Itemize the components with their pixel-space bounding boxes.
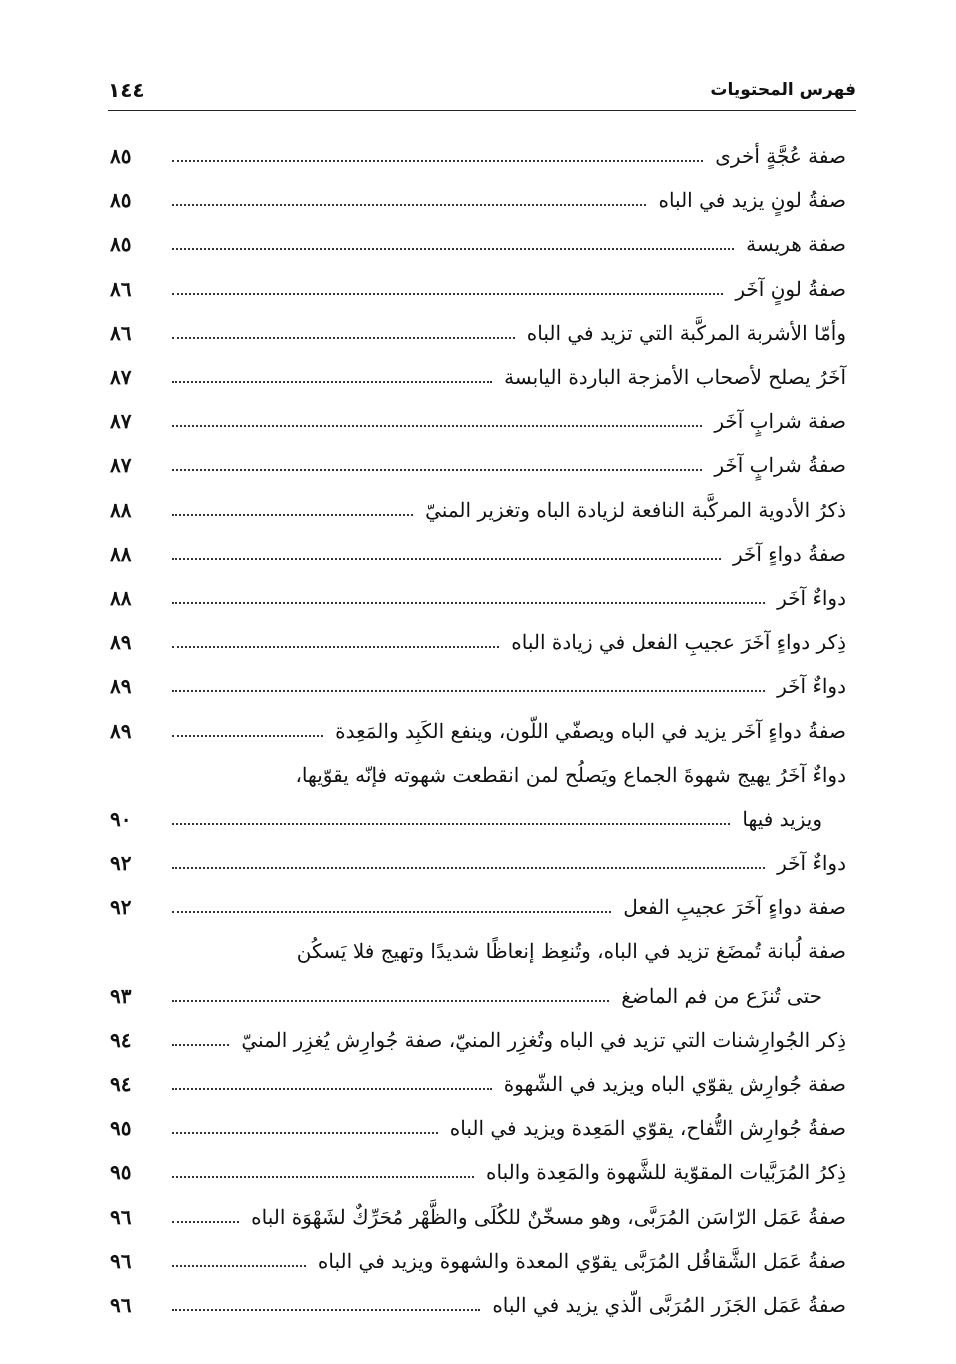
toc-entry: [110, 532, 846, 576]
toc-entry: [110, 399, 846, 443]
leader-dots: [172, 1088, 492, 1090]
toc-entry-title: صفة جُوارِش يقوّي الباه ويزيد في الشّهوة: [503, 1072, 846, 1097]
toc-entry: [110, 1106, 846, 1150]
toc-entry-page: ٨٧: [110, 409, 132, 434]
leader-dots: [172, 293, 723, 295]
toc-entry-page: ٨٨: [110, 497, 132, 522]
leader-dots: [172, 204, 646, 206]
leader-dots: [172, 911, 611, 913]
toc-entry-page: ٩٥: [110, 1116, 132, 1141]
toc-entry: [110, 1018, 846, 1062]
toc-entry: [110, 1195, 846, 1239]
leader-dots: [172, 602, 765, 604]
toc-entry-title: صفة لُبانة تُمضَغ تزيد في الباه، وتُنعِظ إنعاظًا شديدًا وتهيج فلا يَسكُن: [296, 939, 846, 964]
toc-entry: [110, 222, 846, 266]
table-of-contents: [110, 134, 846, 1327]
leader-dots: [172, 735, 323, 737]
leader-dots: [172, 1044, 229, 1046]
toc-entry: [110, 1062, 846, 1106]
leader-dots: [172, 558, 721, 560]
toc-entry: [110, 311, 846, 355]
toc-entry-page: ٨٩: [110, 674, 132, 699]
leader-dots: [172, 1176, 474, 1178]
leader-dots: [172, 1309, 480, 1311]
toc-entry-page: ٩٦: [110, 1204, 132, 1229]
toc-entry-title: صفةُ جُوارِش التُّفاح، يقوّي المَعِدة ويزيد في الباه: [449, 1116, 846, 1141]
toc-entry-title: صفةُ لونٍ آخَر: [735, 276, 846, 301]
toc-entry-title: صفةُ شرابٍ آخَر: [714, 453, 846, 478]
toc-entry: [110, 488, 846, 532]
leader-dots: [172, 337, 515, 339]
toc-entry-title: ذِكر الجُوارِشنات التي تزيد في الباه وتُغزِر المنيّ، صفة جُوارِش يُغزِر المنيّ: [241, 1027, 846, 1052]
toc-entry-page: ٨٨: [110, 585, 132, 610]
toc-entry-title: صفةُ عَمَل الشَّقاقُل المُرَبَّى يقوّي المعدة والشهوة ويزيد في الباه: [317, 1248, 846, 1273]
toc-entry: [110, 885, 846, 929]
toc-entry-page: ٨٩: [110, 718, 132, 743]
toc-entry-page: ٩٦: [110, 1248, 132, 1273]
toc-entry: [110, 267, 846, 311]
header-title: فهرس المحتويات: [710, 80, 856, 100]
toc-entry-page: ٨٧: [110, 365, 132, 390]
leader-dots: [172, 823, 730, 825]
toc-entry-page: ٩٦: [110, 1292, 132, 1317]
toc-entry: [110, 1239, 846, 1283]
toc-entry-continuation: حتى تُنزَع من فم الماضغ: [621, 983, 822, 1008]
toc-entry-title: دواءٌ آخَرُ يهيج شهوةَ الجماع ويَصلُح لمن انقطعت شهوته فإنّه يقوّيها،: [295, 762, 846, 787]
toc-entry: [110, 355, 846, 399]
toc-entry-page: ٨٦: [110, 320, 132, 345]
toc-entry-page: ٩٤: [110, 1072, 132, 1097]
leader-dots: [172, 1221, 239, 1223]
toc-entry: [110, 134, 846, 178]
toc-entry-title: صفة شرابٍ آخَر: [714, 409, 846, 434]
toc-entry-page: ٩٥: [110, 1160, 132, 1185]
toc-entry-title: وأمّا الأشربة المركَّبة التي تزيد في الباه: [526, 320, 846, 345]
leader-dots: [172, 160, 703, 162]
toc-entry-title: صفةُ دواءٍ آخَر: [732, 541, 846, 566]
leader-dots: [172, 248, 734, 250]
leader-dots: [172, 646, 499, 648]
toc-entry-title: دواءٌ آخَر: [777, 851, 846, 876]
toc-entry-title: صفة دواءٍ آخَرَ عجيبِ الفعل: [623, 895, 846, 920]
toc-entry: [110, 178, 846, 222]
toc-entry: [110, 576, 846, 620]
toc-entry-page: ٨٥: [110, 144, 132, 169]
toc-entry-page: ٨٥: [110, 232, 132, 257]
toc-entry-page: ٩٠: [110, 806, 132, 831]
toc-entry: [110, 1283, 846, 1327]
header-page-number: ١٤٤: [108, 78, 145, 102]
toc-entry-title: ذِكرُ المُرَبَّيات المقوّية للشَّهوة والمَعِدة والباه: [486, 1160, 846, 1185]
toc-entry-page: ٨٧: [110, 453, 132, 478]
toc-entry: [110, 708, 846, 752]
toc-entry-title: صفة هريسة: [746, 232, 846, 257]
toc-entry-page: ٩٢: [110, 851, 132, 876]
leader-dots: [172, 1000, 609, 1002]
toc-entry-title: ذِكر دواءٍ آخَرَ عجيبِ الفعل في زيادة الباه: [511, 630, 846, 655]
leader-dots: [172, 867, 765, 869]
toc-entry-page: ٨٨: [110, 541, 132, 566]
toc-entry-title: صفة عُجَّةٍ أخرى: [715, 144, 846, 169]
toc-entry-page: ٨٥: [110, 188, 132, 213]
toc-entry-title: صفةُ لونٍ يزيد في الباه: [658, 188, 846, 213]
toc-entry: [110, 443, 846, 487]
leader-dots: [172, 1265, 306, 1267]
toc-entry-page: ٩٣: [110, 983, 132, 1008]
toc-entry: [110, 620, 846, 664]
toc-entry: [110, 664, 846, 708]
toc-entry: [110, 841, 846, 885]
toc-entry-page: ٨٩: [110, 630, 132, 655]
toc-entry-title: دواءٌ آخَر: [777, 674, 846, 699]
leader-dots: [172, 1132, 438, 1134]
toc-entry-title: صفةُ عَمَل الرّاسَن المُرَبَّى، وهو مسخّنٌ للكُلَى والظَّهْر مُحَرِّكٌ لشَهْوَة الباه: [251, 1204, 846, 1229]
leader-dots: [172, 425, 702, 427]
toc-entry: [110, 974, 846, 1018]
toc-entry-continuation: ويزيد فيها: [742, 806, 822, 831]
toc-entry-page: ٨٦: [110, 276, 132, 301]
toc-entry: [110, 1150, 846, 1194]
toc-entry-title: صفةُ دواءٍ آخَر يزيد في الباه ويصفّي اللّون، وينفع الكَبِد والمَعِدة: [335, 718, 846, 743]
leader-dots: [172, 690, 765, 692]
toc-entry-page: ٩٤: [110, 1027, 132, 1052]
leader-dots: [172, 469, 702, 471]
toc-entry-title: آخَرُ يصلح لأصحاب الأمزجة الباردة اليابسة: [504, 365, 846, 390]
running-header: [108, 74, 856, 111]
toc-entry-page: ٩٢: [110, 895, 132, 920]
toc-entry: [110, 797, 846, 841]
toc-entry-title: صفةُ عَمَل الجَزَر المُرَبَّى الّذي يزيد في الباه: [492, 1292, 846, 1317]
toc-entry-title: دواءٌ آخَر: [777, 585, 846, 610]
toc-entry-title: ذكرُ الأدوية المركَّبة النافعة لزيادة الباه وتغزير المنيّ: [425, 497, 846, 522]
leader-dots: [172, 514, 413, 516]
leader-dots: [172, 381, 492, 383]
